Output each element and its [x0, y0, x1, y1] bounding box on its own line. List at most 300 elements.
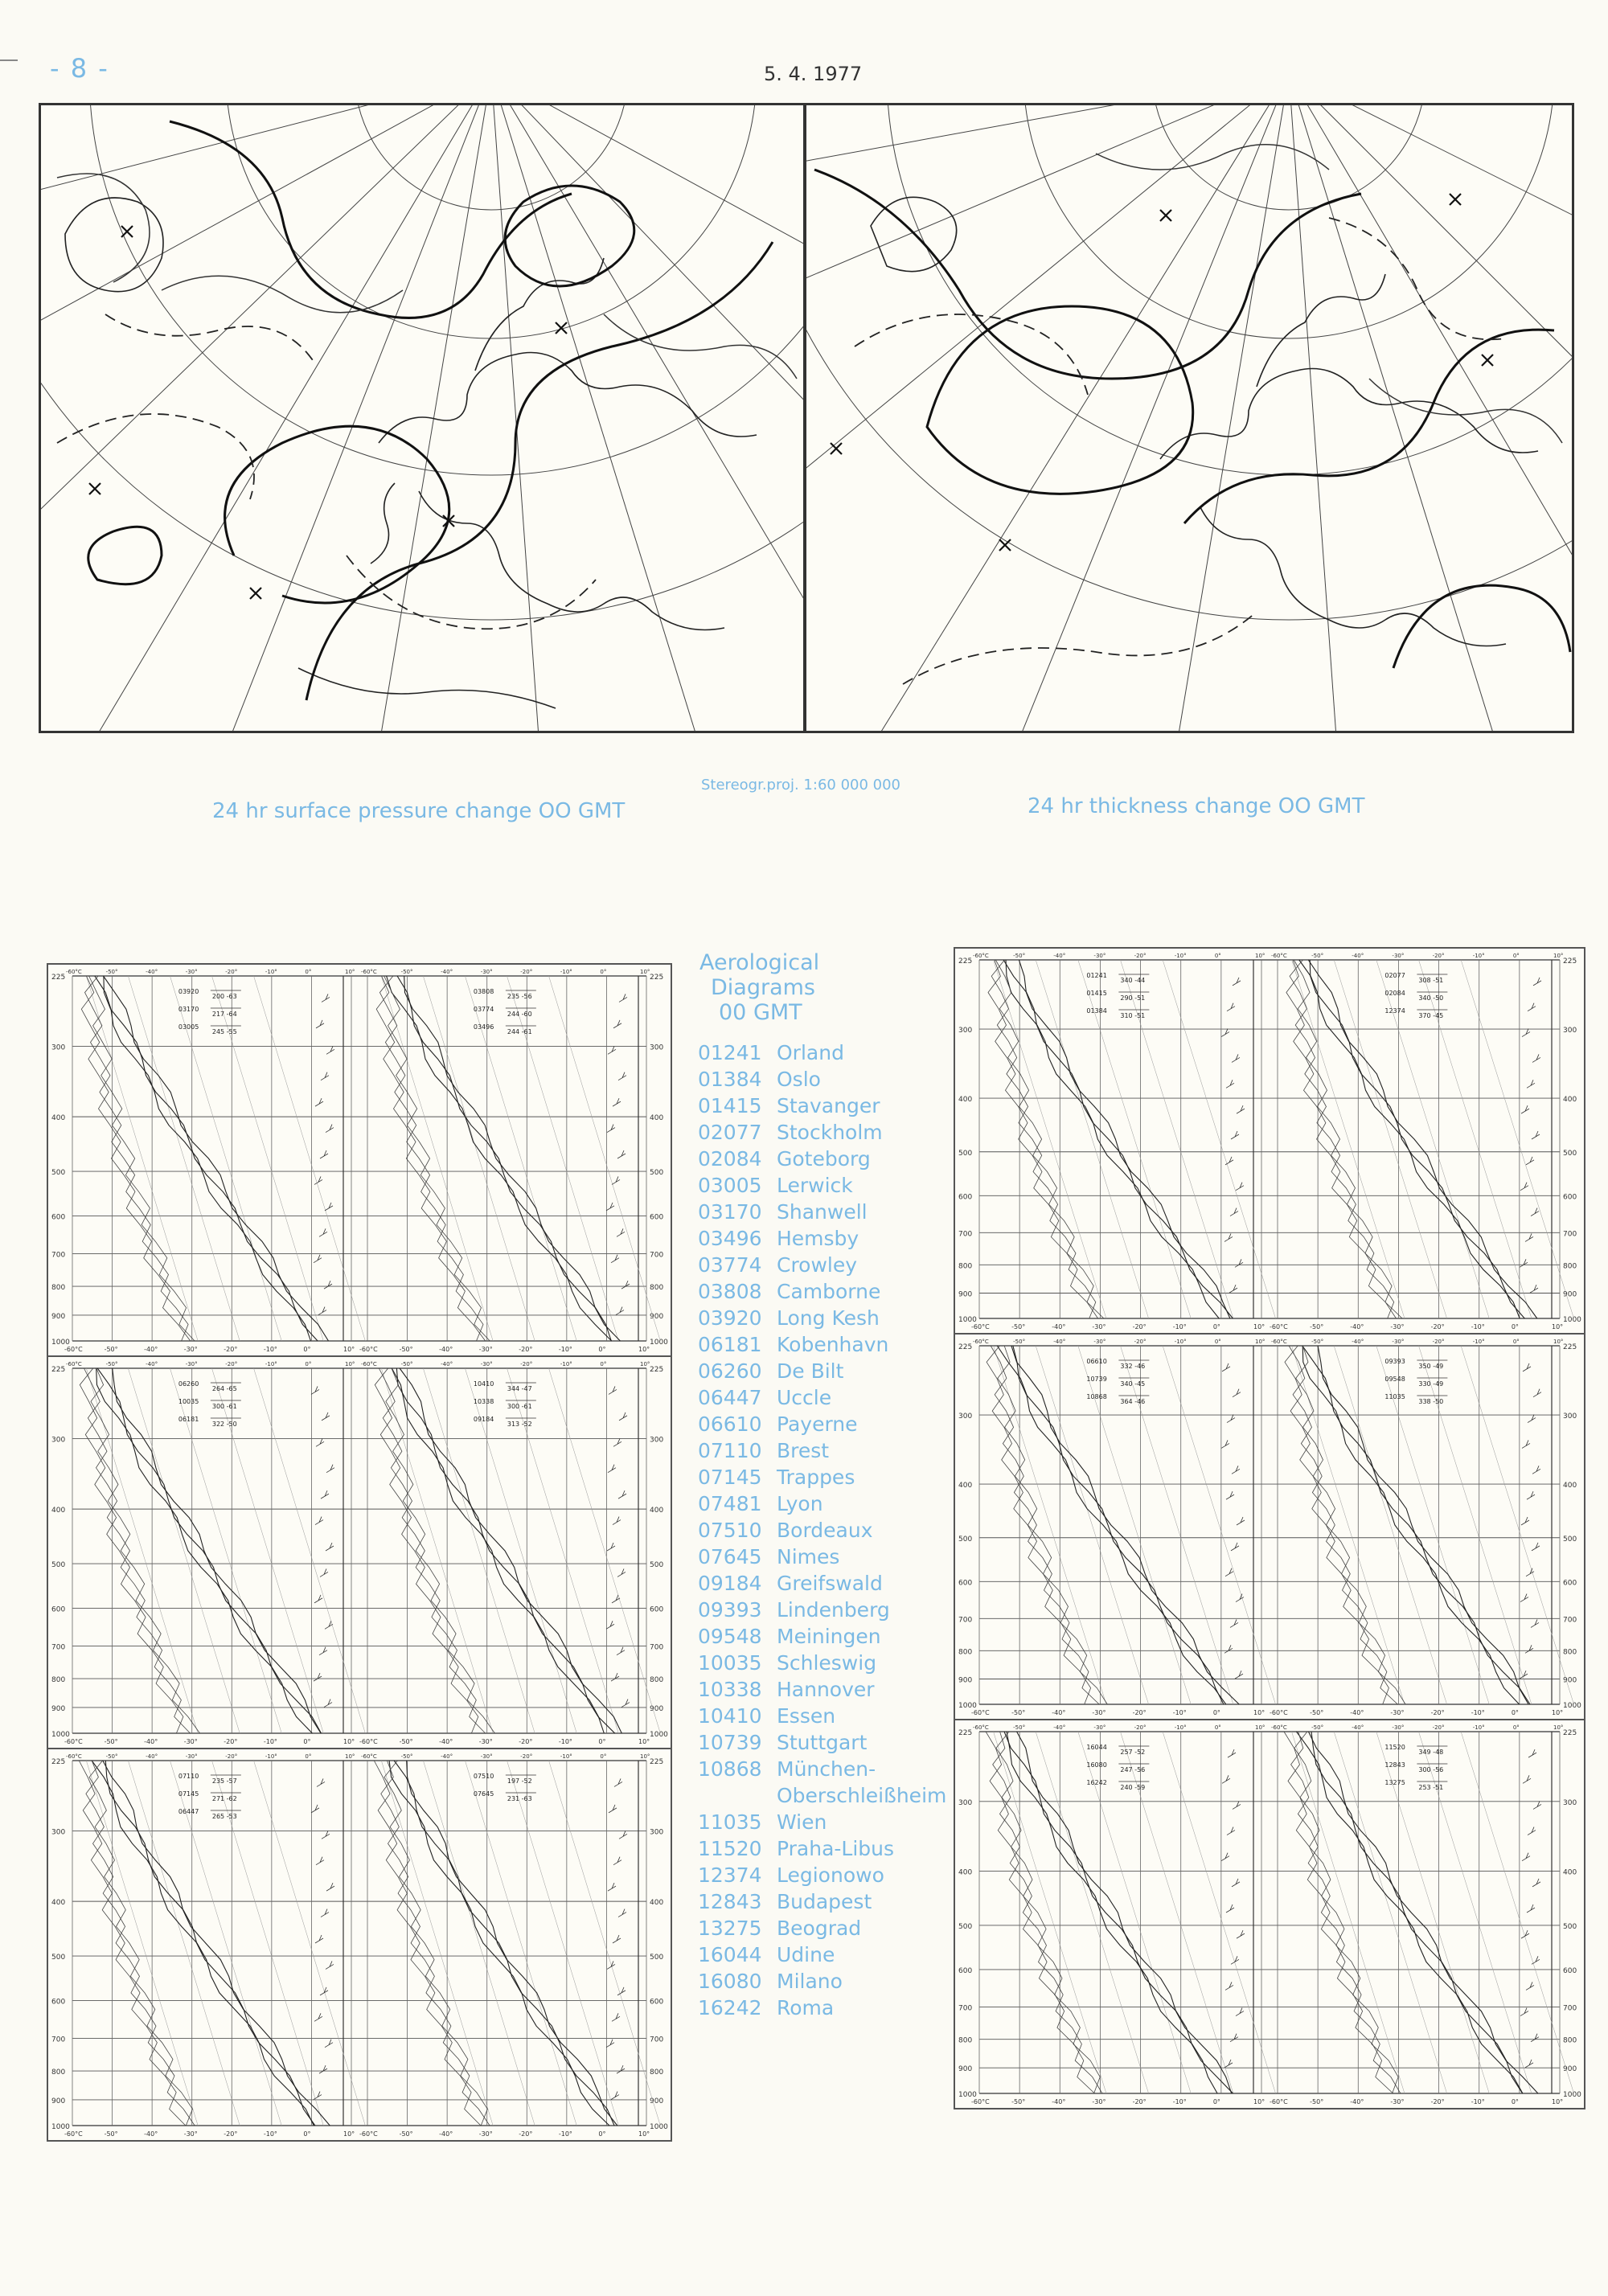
temperature-tick-label: -50° — [104, 1738, 118, 1745]
wind-barb — [618, 1490, 626, 1499]
pressure-tick-label: 900 — [51, 1704, 66, 1713]
station-id-label: 07510 — [473, 1773, 494, 1780]
station-name: Goteborg — [777, 1147, 871, 1171]
temperature-tick-label: -10° — [560, 1753, 572, 1760]
pressure-map-drawing — [41, 105, 803, 731]
temperature-tick-label: -30° — [1390, 1709, 1405, 1716]
tropopause-label: 265 -53 — [211, 1813, 237, 1820]
temperature-tick-label: -10° — [1174, 1724, 1187, 1731]
temperature-tick-label: -30° — [1092, 2098, 1106, 2105]
station-row — [698, 1384, 946, 1411]
temperature-tick-label: -20° — [1432, 1724, 1445, 1731]
station-id-label: 03496 — [473, 1023, 494, 1031]
station-name: Shanwell — [777, 1200, 868, 1224]
station-name: Kobenhavn — [777, 1333, 889, 1356]
pressure-tick-label: 500 — [958, 1149, 973, 1158]
wind-barb — [611, 1673, 619, 1681]
wind-barb — [1527, 1491, 1535, 1499]
wind-barb — [325, 2040, 333, 2048]
temperature-tick-label: -40° — [144, 2130, 158, 2138]
pressure-tick-label: 600 — [1563, 1193, 1577, 1202]
station-name: Trappes — [777, 1466, 855, 1489]
wind-barb — [1225, 1982, 1233, 1990]
tropopause-label: 330 -49 — [1418, 1380, 1444, 1388]
temperature-tick-label: -50° — [1013, 1339, 1026, 1345]
temperature-tick-label: -10° — [558, 1346, 572, 1353]
temperature-tick-label: 0° — [303, 2130, 311, 2138]
aerological-panel — [48, 1749, 671, 2140]
station-id-label: 06181 — [178, 1416, 199, 1423]
tropopause-label: 340 -45 — [1120, 1380, 1146, 1388]
wind-barb — [1226, 1904, 1234, 1913]
pressure-tick-label: 400 — [650, 1507, 664, 1515]
wind-barb — [619, 994, 627, 1002]
temperature-tick-label: -30° — [480, 969, 493, 975]
temperature-tick-label: 0° — [305, 1361, 312, 1367]
pressure-tick-label: 300 — [650, 1043, 664, 1052]
station-id-label: 16080 — [1086, 1761, 1107, 1769]
temperature-tick-label: 0° — [1212, 1709, 1220, 1716]
wind-barb — [617, 1647, 625, 1655]
temperature-tick-label: 10° — [1255, 1724, 1265, 1731]
wind-barb — [1521, 1517, 1529, 1525]
wind-barb — [621, 1699, 630, 1708]
temperature-tick-label: -10° — [1174, 953, 1187, 959]
station-id-label: 10338 — [473, 1398, 494, 1405]
wind-barb — [1226, 1491, 1234, 1499]
temperature-tick-label: -60°C — [1271, 953, 1287, 959]
station-row — [698, 1597, 946, 1623]
station-list — [698, 1039, 946, 2021]
wind-barb — [319, 2065, 327, 2073]
wind-barb — [1233, 978, 1241, 986]
station-name: Greifswald — [777, 1572, 883, 1595]
temperature-tick-label: -40° — [1053, 1339, 1066, 1345]
temperature-tick-label: -40° — [1053, 1724, 1066, 1731]
wind-barb — [1522, 1853, 1530, 1861]
temperature-tick-label: -10° — [560, 1361, 572, 1367]
station-id-label: 01241 — [1086, 972, 1107, 979]
wind-barb — [1520, 1594, 1528, 1602]
pressure-tick-label: 500 — [51, 1169, 66, 1178]
diagram-grid — [51, 1361, 668, 1745]
temperature-tick-label: -20° — [1430, 1709, 1445, 1716]
station-code: 10338 — [698, 1678, 762, 1701]
wind-barb — [1523, 1363, 1531, 1371]
wind-barb — [612, 1176, 620, 1184]
pressure-tick-label: 300 — [958, 1798, 973, 1807]
temperature-tick-label: -20° — [520, 969, 533, 975]
wind-barb — [1533, 1389, 1541, 1397]
pressure-tick-label: 700 — [51, 2036, 66, 2044]
wind-barb — [608, 1883, 616, 1891]
wind-barb — [1533, 1801, 1541, 1809]
station-name: Legionowo — [777, 1863, 884, 1887]
temperature-tick-label: -60°C — [64, 1738, 83, 1745]
station-code: 10739 — [698, 1731, 762, 1754]
pressure-tick-label: 800 — [51, 2068, 66, 2077]
station-name: München- Oberschleißheim — [777, 1757, 947, 1807]
wind-barb — [619, 1412, 627, 1421]
station-row — [698, 1544, 946, 1570]
wind-barb — [607, 1543, 615, 1551]
station-code: 03496 — [698, 1227, 762, 1250]
pressure-tick-label: 900 — [51, 1312, 66, 1321]
temperature-tick-label: -40° — [146, 1753, 158, 1760]
temperature-tick-label: -10° — [265, 969, 277, 975]
station-name: Stuttgart — [777, 1731, 868, 1754]
wind-barb — [606, 1203, 614, 1211]
station-name: Meiningen — [777, 1625, 881, 1648]
temperature-tick-label: -10° — [1472, 1724, 1485, 1731]
pressure-tick-label: 700 — [650, 1251, 664, 1260]
station-id-label: 10868 — [1086, 1393, 1107, 1400]
temperature-tick-label: -30° — [478, 2130, 493, 2138]
station-code: 10410 — [698, 1704, 762, 1728]
wind-barb — [1226, 1080, 1234, 1088]
temperature-tick-label: -50° — [1310, 1709, 1324, 1716]
temperature-tick-label: 0° — [1212, 2098, 1220, 2105]
station-id-label: 09548 — [1384, 1376, 1405, 1383]
temperature-tick-label: -30° — [1093, 1724, 1106, 1731]
temperature-tick-label: -40° — [146, 969, 158, 975]
station-code: 16044 — [698, 1943, 762, 1966]
station-name: Stockholm — [777, 1121, 883, 1144]
pressure-tick-label: 225 — [650, 974, 664, 982]
pressure-tick-label: 700 — [958, 1230, 973, 1239]
temperature-tick-label: -10° — [1172, 2098, 1187, 2105]
station-row — [698, 1517, 946, 1544]
temperature-tick-label: 10° — [638, 1346, 650, 1353]
station-name: Wien — [777, 1810, 827, 1834]
tropopause-label: 322 -50 — [211, 1421, 237, 1428]
wind-barb — [326, 1465, 334, 1473]
station-id-label: 02077 — [1384, 972, 1405, 979]
station-name: Udine — [777, 1943, 835, 1966]
wind-barb — [311, 1805, 319, 1813]
temperature-tick-label: -50° — [400, 1361, 413, 1367]
station-name: Payerne — [777, 1412, 858, 1436]
page-number: - 8 - — [50, 53, 109, 84]
temperature-tick-label: -30° — [1392, 953, 1405, 959]
temperature-tick-label: -20° — [1134, 1339, 1147, 1345]
station-name: Essen — [777, 1704, 836, 1728]
temperature-tick-label: -50° — [399, 1738, 413, 1745]
temperature-tick-label: -40° — [1052, 1709, 1066, 1716]
station-row — [698, 1464, 946, 1490]
wind-barb — [606, 1621, 614, 1629]
wind-barb — [617, 2065, 625, 2073]
temperature-tick-label: -10° — [1472, 1339, 1485, 1345]
pressure-tick-label: 400 — [51, 1507, 66, 1515]
temperature-tick-label: -30° — [183, 1346, 198, 1353]
station-id-label: 12374 — [1384, 1007, 1405, 1015]
station-code: 02084 — [698, 1147, 762, 1171]
temperature-tick-label: -30° — [1390, 1323, 1405, 1330]
temperature-tick-label: -60°C — [973, 953, 989, 959]
station-name: Oslo — [777, 1068, 821, 1091]
wind-barb — [322, 994, 330, 1002]
temperature-tick-label: 10° — [343, 2130, 355, 2138]
temperature-tick-label: -50° — [1011, 2098, 1026, 2105]
temperature-tick-label: -60°C — [1270, 1323, 1288, 1330]
temperature-tick-label: 10° — [638, 2130, 650, 2138]
station-name: Praha-Libus — [777, 1837, 895, 1860]
temperature-tick-label: 0° — [1511, 1323, 1519, 1330]
station-id-label: 03774 — [473, 1006, 494, 1013]
pressure-tick-label: 1000 — [51, 2123, 70, 2131]
temperature-tick-label: -60°C — [1270, 2098, 1288, 2105]
temperature-tick-label: -60°C — [359, 1346, 378, 1353]
wind-barb — [1221, 1440, 1229, 1448]
temperature-tick-label: -30° — [478, 1738, 493, 1745]
pressure-tick-label: 600 — [1563, 1579, 1577, 1588]
wind-barb — [1225, 1568, 1233, 1576]
wind-barb — [619, 1831, 627, 1839]
temperature-tick-label: 10° — [1553, 1339, 1564, 1345]
temperature-tick-label: -20° — [1132, 1709, 1147, 1716]
thickness-caption: 24 hr thickness change OO GMT — [1028, 794, 1365, 818]
station-id-label: 10410 — [473, 1380, 494, 1388]
temperature-tick-label: -40° — [144, 1346, 158, 1353]
wind-barb — [612, 1595, 620, 1603]
pressure-tick-label: 600 — [51, 1213, 66, 1222]
temperature-tick-label: -10° — [1174, 1339, 1187, 1345]
station-id-label: 03005 — [178, 1023, 199, 1031]
temperature-tick-label: -30° — [185, 969, 198, 975]
tropopause-label: 264 -65 — [211, 1385, 237, 1392]
temperature-tick-label: -30° — [478, 1346, 493, 1353]
station-row — [698, 1915, 946, 1941]
wind-barb — [1236, 1594, 1244, 1602]
wind-barb — [317, 1778, 325, 1786]
station-name: Bordeaux — [777, 1519, 873, 1542]
temperature-tick-label: -60°C — [1271, 1724, 1287, 1731]
station-code: 06447 — [698, 1386, 762, 1409]
pressure-tick-label: 600 — [1563, 1966, 1577, 1975]
temperature-tick-label: 0° — [1512, 953, 1520, 959]
wind-barb — [1231, 1131, 1239, 1139]
station-row — [698, 1411, 946, 1437]
temperature-tick-label: -40° — [1053, 953, 1066, 959]
pressure-tick-label: 700 — [51, 1251, 66, 1260]
pressure-tick-label: 900 — [650, 2097, 664, 2105]
wind-barb — [609, 1386, 617, 1394]
legend-title-line: Diagrams — [711, 975, 815, 1000]
wind-barb — [324, 1281, 332, 1289]
aerological-panel — [48, 965, 671, 1357]
temperature-tick-label: -50° — [104, 2130, 118, 2138]
wind-barb — [1232, 1879, 1240, 1887]
pressure-tick-label: 800 — [958, 1262, 973, 1271]
temperature-tick-label: -40° — [1352, 1339, 1364, 1345]
pressure-tick-label: 300 — [958, 1027, 973, 1035]
wind-barb — [1532, 1131, 1540, 1139]
station-code: 09393 — [698, 1598, 762, 1622]
temperature-tick-label: -40° — [146, 1361, 158, 1367]
thickness-map-drawing — [806, 105, 1572, 731]
wind-barb — [1228, 1749, 1236, 1757]
page-date: 5. 4. 1977 — [764, 63, 863, 85]
temperature-tick-label: 0° — [598, 2130, 606, 2138]
tropopause-label: 349 -48 — [1418, 1749, 1444, 1756]
temperature-tick-label: 0° — [600, 969, 607, 975]
pressure-tick-label: 400 — [51, 1114, 66, 1123]
temperature-tick-label: 0° — [1212, 1323, 1220, 1330]
temperature-tick-label: -40° — [1350, 2098, 1364, 2105]
pressure-tick-label: 600 — [51, 1998, 66, 2007]
temperature-tick-label: -50° — [104, 1346, 118, 1353]
station-name: Lyon — [777, 1492, 823, 1515]
pressure-tick-label: 1000 — [1563, 1316, 1581, 1324]
temperature-tick-label: -30° — [480, 1361, 493, 1367]
diagram-grid — [958, 1724, 1581, 2105]
temperature-tick-label: -60°C — [66, 1753, 82, 1760]
pressure-tick-label: 1000 — [958, 1702, 977, 1710]
temperature-tick-label: -10° — [265, 1753, 277, 1760]
tropopause-label: 340 -50 — [1418, 994, 1444, 1002]
pressure-tick-label: 300 — [1563, 1027, 1577, 1035]
temperature-tick-label: -40° — [439, 1346, 453, 1353]
pressure-tick-label: 700 — [1563, 2004, 1577, 2013]
tropopause-label: 247 -56 — [1120, 1766, 1146, 1773]
station-code: 11035 — [698, 1810, 762, 1834]
pressure-tick-label: 900 — [1563, 2065, 1577, 2074]
temperature-tick-label: -10° — [265, 1361, 277, 1367]
pressure-tick-label: 500 — [650, 1954, 664, 1962]
temperature-tick-label: -60°C — [66, 1361, 82, 1367]
wind-barb — [1235, 1671, 1243, 1679]
tropopause-label: 244 -61 — [507, 1028, 532, 1035]
temperature-tick-label: -20° — [520, 1753, 533, 1760]
wind-barb — [1237, 1930, 1245, 1938]
wind-barb — [315, 1517, 323, 1525]
wind-barb — [1520, 1183, 1528, 1191]
pressure-tick-label: 225 — [958, 957, 973, 966]
wind-barb — [1227, 1827, 1235, 1835]
station-code: 13275 — [698, 1917, 762, 1940]
station-name: Lindenberg — [777, 1598, 890, 1622]
tropopause-label: 332 -46 — [1120, 1363, 1146, 1370]
wind-barb — [314, 2013, 322, 2021]
temperature-tick-label: -20° — [1134, 1724, 1147, 1731]
wind-barb — [318, 1307, 326, 1315]
station-code: 01241 — [698, 1041, 762, 1064]
temperature-tick-label: -30° — [185, 1753, 198, 1760]
station-code: 01415 — [698, 1094, 762, 1117]
pressure-tick-label: 225 — [51, 974, 66, 982]
wind-barb — [1221, 1029, 1229, 1037]
temperature-tick-label: 10° — [1253, 1323, 1265, 1330]
temperature-tick-label: -50° — [1311, 1339, 1324, 1345]
temperature-tick-label: 10° — [1552, 1709, 1564, 1716]
temperature-tick-label: -40° — [1052, 2098, 1066, 2105]
pressure-tick-label: 700 — [650, 1643, 664, 1652]
station-name: Long Kesh — [777, 1306, 880, 1330]
surface-pressure-change-map — [39, 103, 806, 733]
temperature-tick-label: -50° — [105, 1753, 118, 1760]
pressure-tick-label: 700 — [51, 1643, 66, 1652]
pressure-tick-label: 1000 — [958, 1316, 977, 1324]
temperature-tick-label: -20° — [519, 1346, 533, 1353]
tropopause-label: 217 -64 — [211, 1011, 237, 1018]
pressure-tick-label: 1000 — [1563, 1702, 1581, 1710]
temperature-tick-label: -20° — [224, 2130, 238, 2138]
station-row — [698, 1676, 946, 1703]
station-name: Budapest — [777, 1890, 872, 1913]
wind-barb — [314, 1255, 322, 1263]
tropopause-label: 313 -52 — [507, 1421, 532, 1428]
station-id-label: 03920 — [178, 988, 199, 995]
temperature-tick-label: -20° — [519, 1738, 533, 1745]
temperature-tick-label: 0° — [1214, 1724, 1221, 1731]
temperature-tick-label: -60°C — [361, 1361, 377, 1367]
wind-barb — [1532, 1543, 1540, 1551]
wind-barb — [617, 1228, 625, 1236]
pressure-tick-label: 600 — [650, 1998, 664, 2007]
wind-barb — [1526, 1157, 1534, 1165]
temperature-tick-label: -40° — [1052, 1323, 1066, 1330]
tropopause-label: 364 -46 — [1120, 1398, 1146, 1405]
pressure-tick-label: 300 — [958, 1412, 973, 1421]
temperature-tick-label: -20° — [1132, 1323, 1147, 1330]
station-code: 06260 — [698, 1359, 762, 1383]
temperature-tick-label: 0° — [303, 1346, 311, 1353]
station-code: 16242 — [698, 1996, 762, 2019]
temperature-tick-label: -40° — [439, 1738, 453, 1745]
station-id-label: 09393 — [1384, 1358, 1405, 1365]
wind-barb — [316, 1857, 324, 1865]
wind-barb — [326, 1543, 334, 1551]
temperature-tick-label: 0° — [305, 1753, 312, 1760]
pressure-tick-label: 500 — [958, 1535, 973, 1544]
temperature-tick-label: -50° — [1310, 2098, 1324, 2105]
wind-barb — [1532, 1466, 1540, 1474]
tropopause-label: 300 -56 — [1418, 1766, 1444, 1773]
pressure-tick-label: 500 — [1563, 1922, 1577, 1931]
station-id-label: 13275 — [1384, 1779, 1405, 1786]
temperature-tick-label: -20° — [1432, 953, 1445, 959]
tropopause-label: 308 -51 — [1418, 977, 1444, 984]
temperature-tick-label: -60°C — [359, 1738, 378, 1745]
temperature-tick-label: 10° — [640, 1361, 650, 1367]
wind-barb — [319, 1228, 327, 1236]
wind-barb — [1227, 1003, 1235, 1011]
temperature-tick-label: 0° — [1512, 1724, 1520, 1731]
station-id-label: 10739 — [1086, 1376, 1107, 1383]
station-id-label: 10035 — [178, 1398, 199, 1405]
wind-barb — [1532, 1879, 1540, 1887]
wind-barb — [325, 1621, 333, 1629]
tropopause-label: 290 -51 — [1120, 994, 1146, 1002]
tropopause-label: 200 -63 — [211, 993, 237, 1000]
temperature-tick-label: 0° — [600, 1361, 607, 1367]
wind-barb — [1227, 1415, 1235, 1423]
temperature-tick-label: -20° — [1432, 1339, 1445, 1345]
station-id-label: 06447 — [178, 1808, 199, 1815]
pressure-tick-label: 300 — [51, 1828, 66, 1837]
station-code: 10035 — [698, 1651, 762, 1675]
wind-barb — [1531, 1208, 1539, 1216]
wind-barb — [1527, 1904, 1535, 1913]
temperature-tick-label: -50° — [105, 1361, 118, 1367]
wind-barb — [1530, 1285, 1538, 1293]
temperature-tick-label: -10° — [1471, 1709, 1485, 1716]
temperature-tick-label: -20° — [1134, 953, 1147, 959]
temperature-tick-label: -20° — [224, 1346, 238, 1353]
diagram-grid — [51, 1753, 668, 2138]
station-row — [698, 1729, 946, 1756]
